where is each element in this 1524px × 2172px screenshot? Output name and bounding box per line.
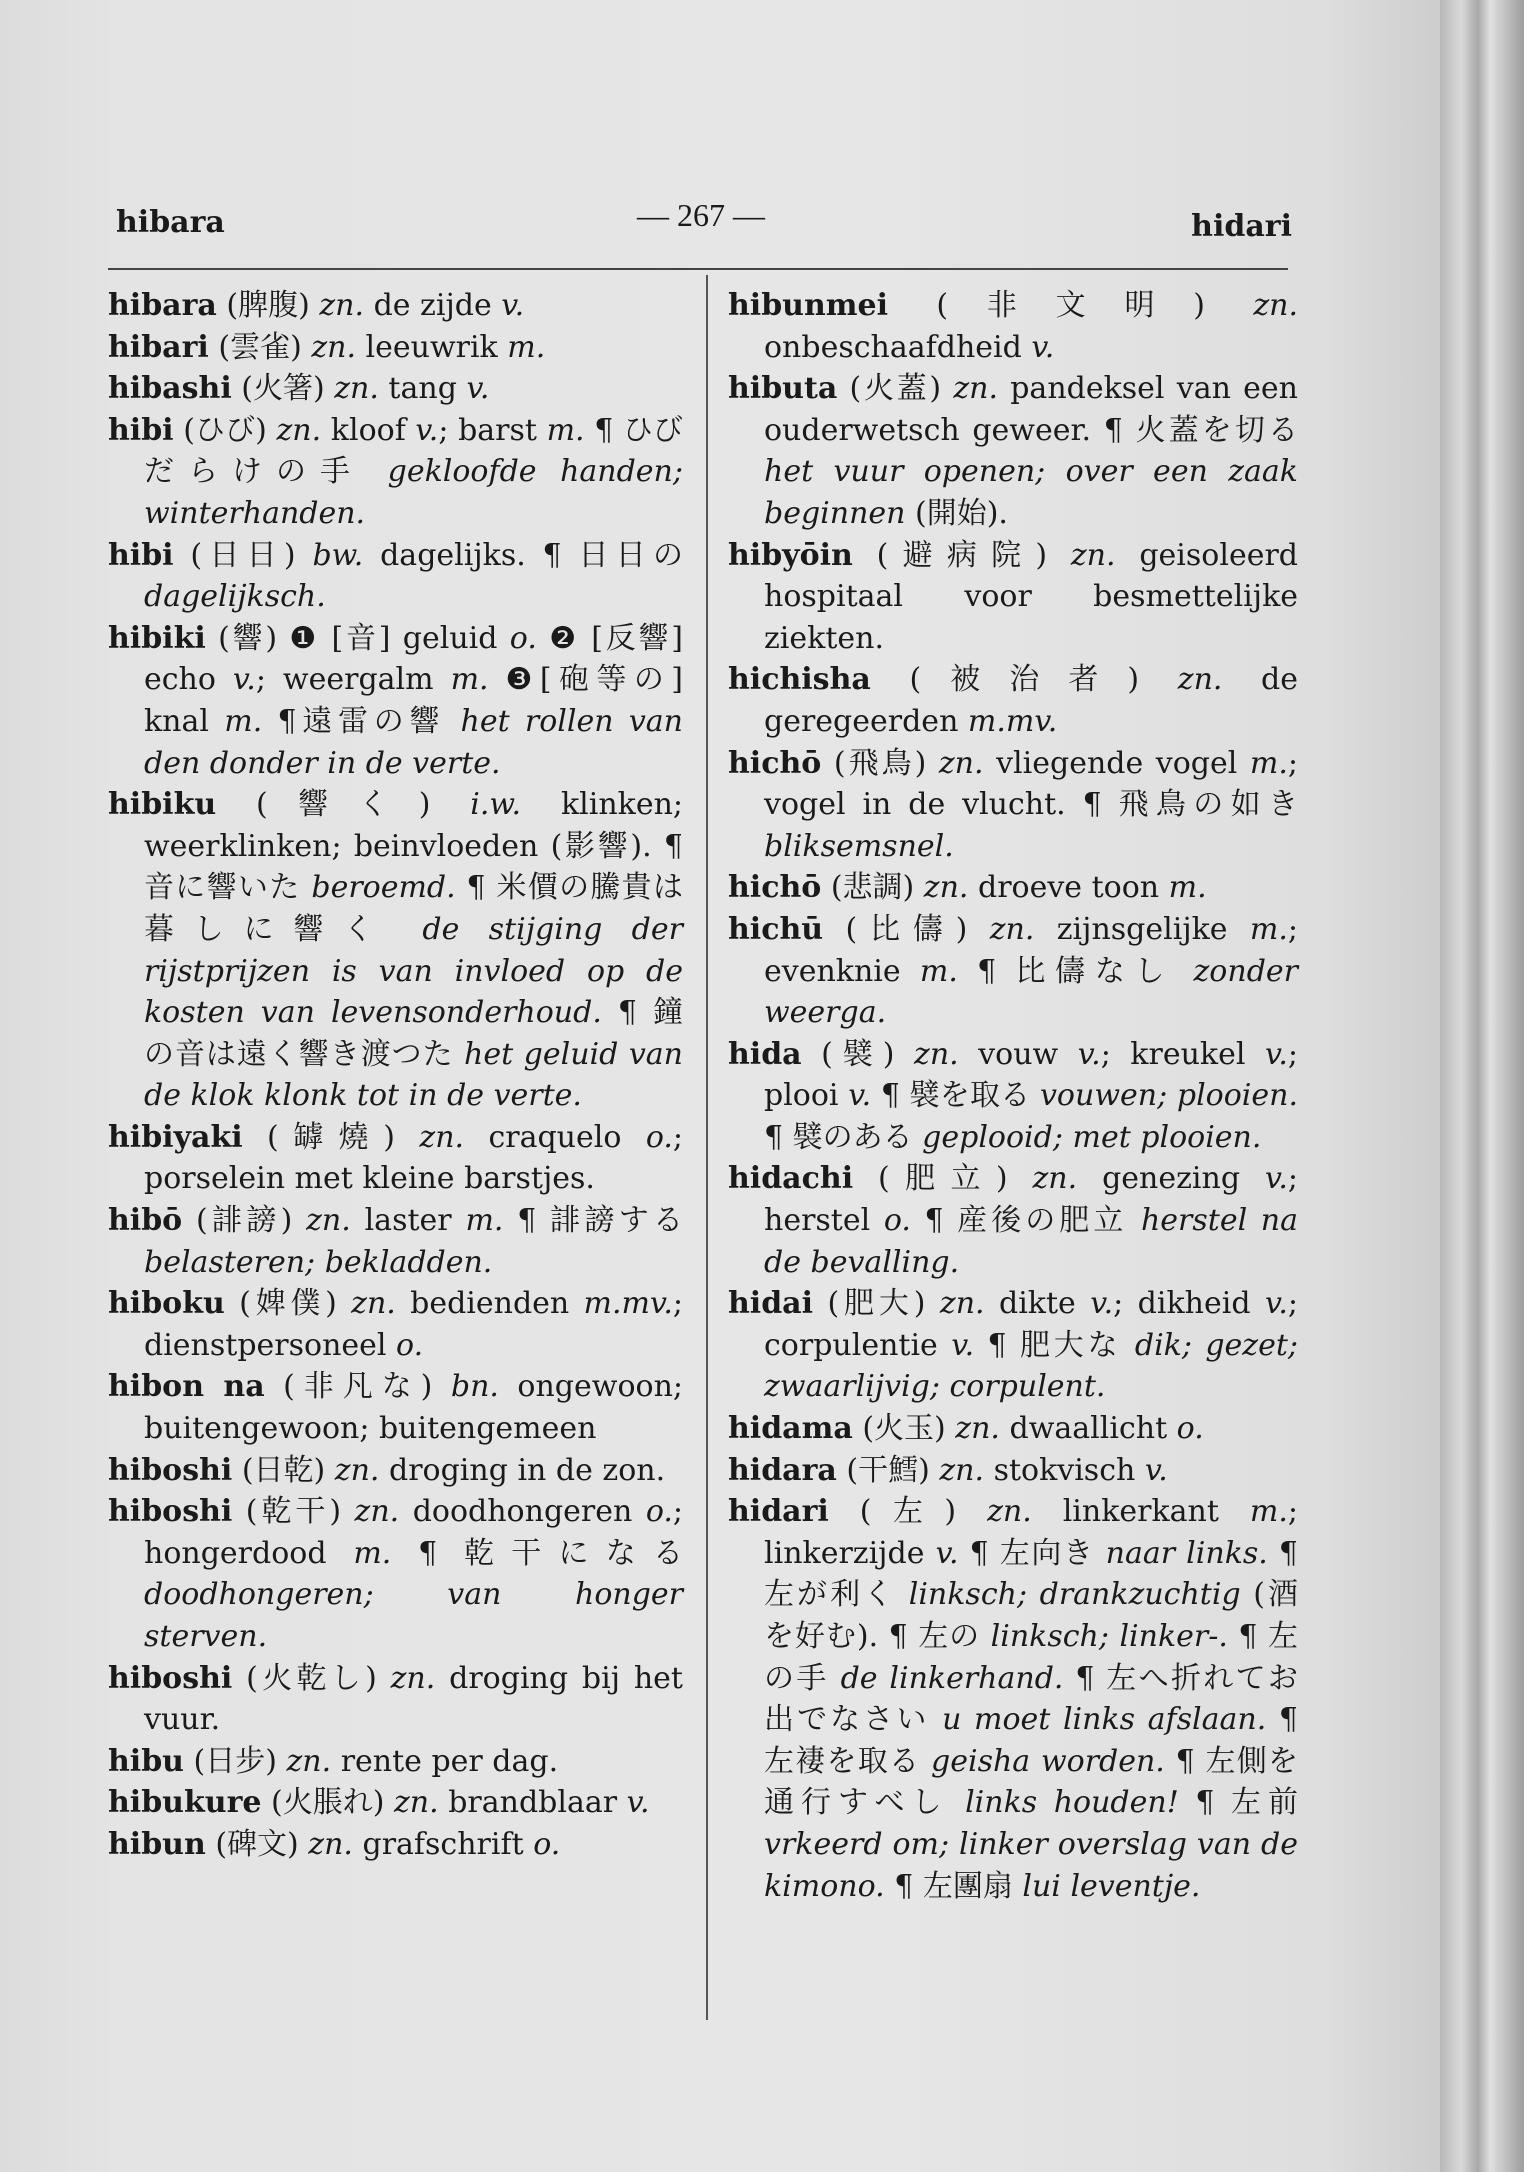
entry-text: (碑文) (205, 1826, 309, 1862)
page-number: — 267 — (637, 197, 765, 233)
entry-italic-text: naar links. (1105, 1535, 1268, 1571)
entry-headword: hibara (108, 288, 217, 323)
entry-headword: hidama (728, 1411, 853, 1447)
entry-headword: hidachi (728, 1161, 854, 1197)
entry-text: ¶ 左前 (1178, 1785, 1298, 1821)
entry-text: tang (378, 371, 467, 407)
entry-headword: hibun (108, 1826, 206, 1862)
entry-headword: hiboshi (108, 1660, 233, 1696)
dictionary-entry (728, 1034, 1298, 1159)
dictionary-entry (108, 1491, 683, 1657)
entry-italic-text: o. (396, 1327, 424, 1363)
entry-italic-text: o. (645, 1119, 673, 1155)
entry-text: ; herstel (764, 1161, 1299, 1239)
entry-text: zijnsgelijke (1034, 911, 1250, 947)
entry-italic-text: zn. (1070, 537, 1116, 573)
entry-italic-text: m. (1249, 911, 1288, 947)
entry-italic-text: zn. (987, 1494, 1032, 1530)
entry-italic-text: m. (353, 1535, 392, 1571)
entry-italic-text: zn. (334, 371, 379, 407)
entry-italic-text: zn. (938, 745, 984, 781)
entry-italic-text: u moet links afslaan. (942, 1702, 1267, 1738)
entry-italic-text: dik; gezet; zwaarlijvig; corpulent. (764, 1327, 1298, 1405)
header-rule (108, 268, 1288, 270)
entry-italic-text: m.mv. (967, 703, 1058, 739)
entry-text: pandeksel van een ouderwetsch geweer. ¶ 火蓋を切る (764, 371, 1298, 448)
entry-italic-text: v. (1264, 1161, 1288, 1197)
entry-italic-text: v. (626, 1785, 650, 1821)
dictionary-entry (108, 1283, 683, 1366)
entry-text: (肥大) (813, 1286, 940, 1322)
entry-italic-text: de linkerhand. (840, 1660, 1064, 1696)
entry-italic-text: v. (951, 1327, 975, 1363)
dictionary-entry (108, 1200, 683, 1283)
entry-text: (日乾) (232, 1452, 335, 1488)
entry-italic-text: zn. (939, 1286, 985, 1322)
entry-italic-text: zn. (923, 870, 969, 906)
entry-text: ; plooi (764, 1036, 1298, 1114)
entry-text: ongewoon; buitengewoon; buitengemeen (144, 1369, 683, 1447)
entry-text: leeuwrik (355, 329, 508, 365)
entry-italic-text: v. (1090, 1286, 1114, 1322)
entry-italic-text: geplooid; met plooien. (922, 1119, 1262, 1155)
entry-text: ; barst (438, 412, 547, 448)
entry-text: droging bij het vuur. (144, 1660, 683, 1738)
entry-italic-text: zn. (419, 1119, 465, 1155)
entry-headword: hichō (728, 745, 822, 781)
entry-italic-text: de stijging der rijstprijzen is van invloed op de kosten van levensonderhoud. (144, 911, 683, 1031)
entry-text: ❷ [反響] echo (144, 620, 683, 698)
entry-text: ¶ 産後の肥立 (910, 1203, 1141, 1239)
entry-text: de geregeerden (764, 662, 1299, 739)
entry-text: (飛鳥) (821, 745, 939, 781)
entry-headword: hibon na (108, 1369, 265, 1405)
entry-italic-text: vouwen; plooien. (1039, 1078, 1299, 1114)
dictionary-entry (108, 1741, 683, 1783)
entry-text: ¶ 米價の騰貴は暮しに響く (144, 870, 683, 947)
entry-text: (非凡な) (264, 1369, 451, 1405)
entry-italic-text: zn. (989, 911, 1035, 947)
entry-italic-text: v. (1077, 1036, 1101, 1072)
entry-italic-text: zn. (286, 1743, 332, 1779)
entry-text: (肥立) (853, 1161, 1033, 1197)
entry-text: rente per dag. (331, 1743, 559, 1779)
entry-italic-text: v. (1031, 329, 1055, 365)
entry-italic-text: zn. (1253, 288, 1298, 323)
entry-italic-text: m. (224, 703, 263, 739)
entry-text: geisoleerd hospitaal voor besmettelijke ziekten. (764, 537, 1298, 656)
entry-italic-text: v. (466, 371, 490, 407)
entry-headword: hibō (108, 1203, 183, 1239)
entry-text: ¶ 左が利く (764, 1535, 1299, 1613)
entry-headword: hibunmei (728, 288, 889, 323)
entry-text: klinken; weerklinken; beinvloeden (影響). ¶ 音に響いた (144, 787, 684, 906)
entry-italic-text: o. (645, 1494, 673, 1530)
entry-text: ; weergalm (255, 662, 451, 698)
entry-italic-text: beroemd. (311, 870, 456, 906)
entry-text: (日步) (184, 1743, 287, 1779)
entry-italic-text: o. (533, 1826, 561, 1862)
entry-headword: hida (728, 1036, 802, 1072)
entry-italic-text: zn. (354, 1494, 400, 1530)
entry-text: stokvisch (984, 1452, 1145, 1488)
entry-text: ¶ 左へ折れてお出でなさい (764, 1660, 1298, 1738)
entry-italic-text: linksch; linker-. (990, 1619, 1228, 1654)
entry-text: (被治者) (870, 662, 1178, 698)
entry-text: ; evenknie (764, 911, 1299, 989)
entry-headword: hidai (728, 1286, 814, 1322)
entry-italic-text: dagelijksch. (144, 579, 326, 615)
entry-text: ¶ 左褄を取る (764, 1702, 1298, 1779)
dictionary-entry (728, 1158, 1298, 1283)
entry-text: ¶ 鐘の音は遠く響き渡つた (144, 995, 683, 1072)
entry-text: craquelo (464, 1119, 646, 1155)
entry-text: dikte (984, 1286, 1091, 1322)
entry-headword: hiboshi (108, 1494, 233, 1530)
entry-italic-text: v. (848, 1078, 872, 1114)
entry-italic-text: doodhongeren; van honger sterven. (144, 1577, 683, 1654)
dictionary-entry (728, 867, 1298, 909)
entry-text: ; dikheid (1113, 1286, 1265, 1322)
entry-text: ; vogel in de vlucht. ¶ 飛鳥の如き (764, 745, 1298, 823)
entry-italic-text: zn. (1177, 662, 1223, 698)
entry-headword: hibu (108, 1743, 184, 1779)
entry-italic-text: zn. (939, 1452, 985, 1488)
entry-headword: hichisha (728, 662, 871, 698)
entry-text: de zijde (364, 288, 502, 323)
entry-italic-text: m. (1249, 745, 1288, 781)
entry-text: ; dienstpersoneel (144, 1286, 684, 1363)
entry-italic-text: zn. (276, 412, 322, 448)
entry-italic-text: geisha worden. (931, 1743, 1165, 1779)
entry-italic-text: vrkeerd om; linker overslag van de kimono. (764, 1826, 1298, 1904)
header-right-guideword: hidari (1191, 209, 1292, 244)
entry-text: ¶ 肥大な (974, 1327, 1135, 1363)
entry-text: (非文明) (888, 288, 1254, 323)
entry-italic-text: zn. (953, 371, 998, 407)
entry-text: ¶ 襞を取る (871, 1078, 1040, 1114)
entry-italic-text: m. (465, 1203, 504, 1239)
entry-italic-text: zn. (334, 1452, 380, 1488)
entry-text: (火脹れ) (261, 1785, 394, 1821)
dictionary-entry (108, 1824, 683, 1866)
entry-text: (火乾し) (232, 1660, 391, 1696)
left-column (108, 285, 683, 1866)
dictionary-entry (108, 410, 683, 535)
entry-italic-text: zn. (308, 1826, 353, 1862)
entry-headword: hiboku (108, 1286, 225, 1322)
dictionary-entry (108, 1366, 683, 1449)
entry-text: ¶遠雷の響 (262, 703, 461, 739)
entry-italic-text: bn. (450, 1369, 499, 1405)
entry-text: (罅燒) (242, 1119, 420, 1155)
entry-italic-text: v. (1264, 1286, 1288, 1322)
entry-italic-text: zn. (311, 329, 356, 365)
entry-italic-text: m.mv. (583, 1286, 673, 1322)
entry-headword: hibari (108, 329, 209, 365)
entry-text: ¶ 襞のある (764, 1119, 923, 1155)
entry-headword: hibi (108, 412, 174, 448)
entry-italic-text: zn. (351, 1286, 396, 1322)
entry-text: ¶ 左團扇 (884, 1868, 1023, 1904)
entry-text: (比儔) (823, 911, 990, 947)
entry-text: vouw (958, 1036, 1078, 1072)
entry-text: (開始). (905, 495, 1008, 531)
entry-text: (襞) (801, 1036, 915, 1072)
entry-italic-text: links houden! (965, 1785, 1179, 1821)
entry-text: droeve toon (968, 870, 1169, 906)
entry-text: (ひび) (173, 412, 277, 448)
dictionary-entry (108, 1782, 683, 1824)
entry-text: ; linkerzijde (764, 1494, 1298, 1571)
entry-italic-text: v. (232, 662, 256, 698)
entry-italic-text: gekloofde handen; winterhanden. (144, 454, 683, 531)
entry-text: ¶ 左の手 (764, 1619, 1299, 1696)
entry-text: ¶ 誹謗する (503, 1203, 683, 1239)
entry-italic-text: zn. (390, 1660, 436, 1696)
entry-text: ¶ 乾干になる (391, 1535, 683, 1571)
entry-italic-text: v. (1144, 1452, 1168, 1488)
dictionary-entry (728, 1408, 1298, 1450)
entry-italic-text: o. (1176, 1411, 1204, 1447)
entry-italic-text: zonder weerga. (764, 953, 1298, 1031)
entry-text: (酒を好む). ¶ 左の (764, 1577, 1298, 1654)
dictionary-entry (108, 784, 683, 1117)
dictionary-entry (728, 535, 1298, 660)
entry-italic-text: zn. (1032, 1161, 1078, 1197)
dictionary-entry (728, 368, 1298, 534)
entry-text: (左) (828, 1494, 988, 1530)
entry-italic-text: zn. (955, 1411, 1000, 1447)
entry-text: ; porselein met kleine barstjes. (144, 1119, 683, 1197)
entry-italic-text: bliksemsnel. (764, 828, 954, 864)
entry-text: kloof (321, 412, 416, 448)
dictionary-entry (728, 1450, 1298, 1492)
entry-text: ¶ ひびだらけの手 (144, 412, 683, 490)
entry-text: ¶ 左向き (958, 1535, 1106, 1571)
entry-text: (火蓋) (837, 371, 954, 407)
entry-headword: hibuta (728, 371, 838, 407)
entry-text: ¶ 比儔なし (957, 953, 1194, 989)
entry-italic-text: v. (935, 1535, 959, 1571)
entry-headword: hibashi (108, 371, 232, 407)
dictionary-entry (728, 1283, 1298, 1408)
dictionary-entry (108, 535, 683, 618)
column-divider (706, 275, 708, 2020)
entry-headword: hibukure (108, 1785, 262, 1821)
dictionary-entry (728, 909, 1298, 1034)
entry-text: onbeschaafdheid (764, 329, 1032, 365)
right-column (728, 285, 1298, 1907)
entry-text: (脾腹) (216, 288, 320, 323)
dictionary-entry (728, 743, 1298, 868)
entry-text: (響) ❶ [音] geluid (205, 620, 510, 656)
entry-italic-text: herstel na de bevalling. (764, 1203, 1298, 1280)
entry-headword: hibiki (108, 620, 206, 656)
entry-italic-text: m. (1249, 1494, 1288, 1530)
entry-text: (避病院) (852, 537, 1071, 573)
entry-italic-text: het geluid van de klok klonk tot in de verte. (144, 1036, 683, 1114)
entry-headword: hibyōin (728, 537, 853, 573)
entry-text: doodhongeren (399, 1494, 646, 1530)
entry-italic-text: zn. (306, 1203, 351, 1239)
entry-italic-text: m. (919, 953, 958, 989)
entry-italic-text: m. (1168, 870, 1207, 906)
entry-text: laster (350, 1203, 466, 1239)
entry-text: ❸[砲等の] knal (144, 662, 684, 739)
dictionary-entry (108, 1450, 683, 1492)
entry-text: brandblaar (438, 1785, 627, 1821)
entry-text: grafschrift (352, 1826, 534, 1862)
entry-text: ; kreukel (1100, 1036, 1265, 1072)
page-header (112, 197, 1292, 255)
entry-text: (悲調) (821, 870, 924, 906)
entry-text: ¶ 左側を通行すべし (764, 1743, 1298, 1821)
entry-headword: hichū (728, 911, 824, 947)
entry-text: (火玉) (852, 1411, 956, 1447)
dictionary-entry (108, 1658, 683, 1741)
dictionary-entry (108, 368, 683, 410)
entry-italic-text: linksch; drankzuchtig (908, 1577, 1241, 1613)
dictionary-entry (108, 1117, 683, 1200)
entry-italic-text: bw. (312, 537, 364, 573)
entry-headword: hichō (728, 870, 822, 906)
dictionary-entry (728, 285, 1298, 368)
entry-text: (婢僕) (224, 1286, 352, 1322)
entry-text: ; corpulentie (764, 1286, 1298, 1363)
entry-text: ; hongerdood (144, 1494, 683, 1571)
entry-italic-text: zn. (319, 288, 365, 323)
entry-text: (雲雀) (208, 329, 312, 365)
header-left-guideword: hibara (116, 205, 225, 240)
entry-italic-text: lui leventje. (1022, 1868, 1201, 1904)
entry-text: (干鱈) (836, 1452, 940, 1488)
entry-italic-text: zn. (393, 1785, 439, 1821)
entry-headword: hibiyaki (108, 1119, 243, 1155)
entry-text: dagelijks. ¶ 日日の (363, 537, 683, 573)
entry-headword: hiboshi (108, 1452, 233, 1488)
entry-italic-text: m. (450, 662, 489, 698)
dictionary-entry (728, 1491, 1298, 1907)
entry-italic-text: het vuur openen; over een zaak beginnen (764, 454, 1298, 531)
dictionary-entry (108, 327, 683, 369)
entry-headword: hidari (728, 1494, 829, 1530)
entry-text: dwaallicht (999, 1411, 1177, 1447)
entry-italic-text: o. (509, 620, 537, 656)
entry-text: vliegende vogel (983, 745, 1250, 781)
entry-italic-text: v. (415, 412, 439, 448)
entry-italic-text: m. (507, 329, 546, 365)
entry-text: bedienden (395, 1286, 584, 1322)
dictionary-entry (108, 285, 683, 327)
entry-headword: hibiku (108, 787, 217, 823)
entry-text: (日日) (173, 537, 313, 573)
dictionary-entry (728, 659, 1298, 742)
entry-text: droging in de zon. (379, 1452, 666, 1488)
entry-italic-text: v. (501, 288, 525, 323)
entry-text: (乾干) (232, 1494, 355, 1530)
entry-italic-text: het rollen van den donder in de verte. (144, 703, 683, 781)
entry-text: (響く) (216, 787, 471, 823)
dictionary-entry (108, 618, 683, 784)
entry-text: (火箸) (231, 371, 335, 407)
entry-text: genezing (1077, 1161, 1265, 1197)
entry-text: linkerkant (1031, 1494, 1250, 1530)
entry-italic-text: zn. (914, 1036, 959, 1072)
entry-headword: hidara (728, 1452, 837, 1488)
entry-headword: hibi (108, 537, 174, 573)
entry-italic-text: m. (546, 412, 585, 448)
entry-italic-text: belasteren; bekladden. (144, 1244, 493, 1280)
entry-italic-text: i.w. (470, 787, 522, 823)
entry-italic-text: v. (1264, 1036, 1288, 1072)
entry-italic-text: o. (883, 1203, 911, 1239)
book-spine-edge (1440, 0, 1524, 2172)
entry-text: (誹謗) (182, 1203, 307, 1239)
